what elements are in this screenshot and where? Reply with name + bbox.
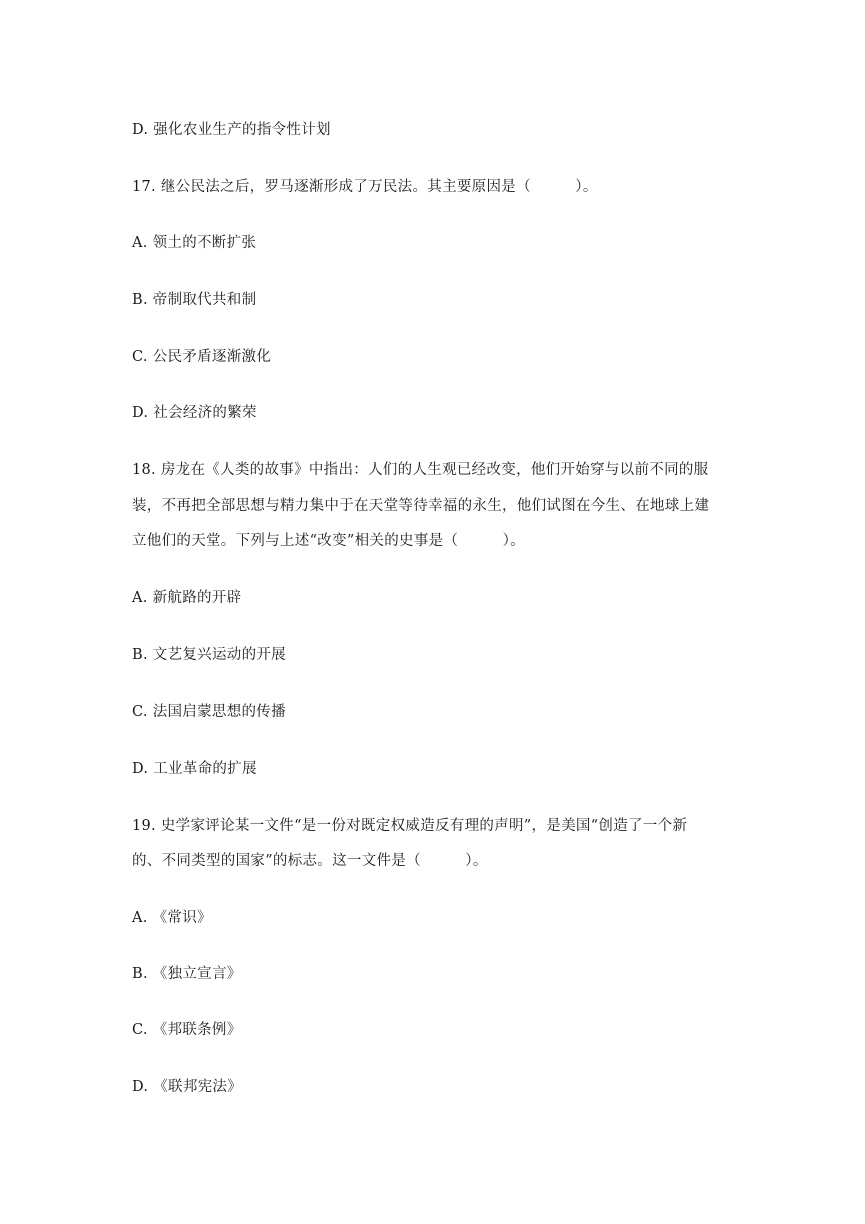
q19-option-d: D. 《联邦宪法》 — [132, 1079, 243, 1095]
q19-stem-line-1: 19. 史学家评论某一文件“是一份对既定权威造反有理的声明”，是美国“创造了一个新 — [132, 818, 688, 834]
q17-option-a: A. 领土的不断扩张 — [132, 235, 257, 251]
q18-option-c: C. 法国启蒙思想的传播 — [132, 704, 286, 720]
q17-option-b: B. 帝制取代共和制 — [132, 292, 257, 308]
q19-option-a: A. 《常识》 — [132, 910, 212, 926]
q19-stem-line-2: 的、不同类型的国家”的标志。这一文件是（ ）。 — [132, 853, 488, 869]
q17-option-c: C. 公民矛盾逐渐激化 — [132, 349, 272, 365]
q17-option-d: D. 社会经济的繁荣 — [132, 405, 257, 421]
q18-option-a: A. 新航路的开辟 — [132, 590, 242, 606]
q18-stem-line-3: 立他们的天堂。下列与上述“改变”相关的史事是（ ）。 — [132, 533, 525, 549]
q16-option-d: D. 强化农业生产的指令性计划 — [132, 122, 331, 138]
q17-stem: 17. 继公民法之后，罗马逐渐形成了万民法。其主要原因是（ ）。 — [132, 179, 598, 195]
q19-option-b: B. 《独立宣言》 — [132, 966, 242, 982]
q18-option-b: B. 文艺复兴运动的开展 — [132, 647, 286, 663]
q18-stem-line-2: 装，不再把全部思想与精力集中于在天堂等待幸福的永生，他们试图在今生、在地球上建 — [132, 498, 710, 514]
q18-option-d: D. 工业革命的扩展 — [132, 761, 257, 777]
q18-stem-line-1: 18. 房龙在《人类的故事》中指出：人们的人生观已经改变，他们开始穿与以前不同的服 — [132, 462, 709, 478]
q19-option-c: C. 《邦联条例》 — [132, 1022, 242, 1038]
